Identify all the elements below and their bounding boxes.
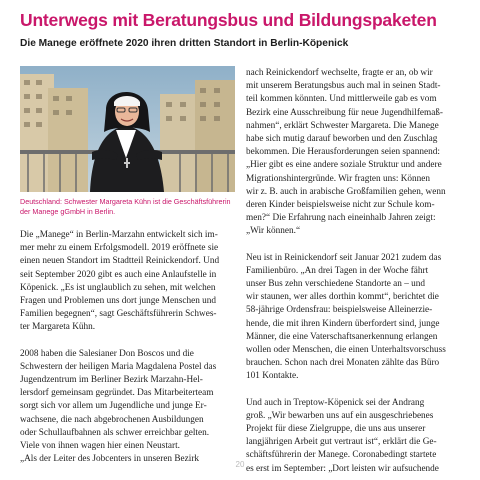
text-line: „Als der Leiter des Jobcenters in unseren Bezirk — [20, 454, 200, 465]
photo-caption: Deutschland: Schwester Margareta Kühn ist die Geschäftsführerin der Manege gGmbH in Berlin. — [20, 197, 231, 216]
text-line: wollen oder Menschen, die einen Unterhaltsvorschuss — [246, 344, 446, 355]
text-line: Bezirk eine Ausschreibung für neue Jugendhilfemaß- — [246, 107, 444, 118]
text-line: groß. „Wir bewarben uns auf ein ausgeschriebenes — [246, 410, 434, 421]
text-line: Die „Manege“ in Berlin-Marzahn entwickelt sich im- — [20, 230, 218, 240]
text-line: Viele von ihnen wagen hier einen Neustart. — [20, 441, 180, 451]
text-line: Köpenick. „Es ist unglaublich zu sehen, mit welchen — [20, 282, 216, 293]
text-line: Migrationshintergründe. Wir fragten uns: Können — [246, 173, 430, 184]
text-line: nahmen“, erklärt Schwester Margareta. Die Manege — [246, 120, 439, 131]
text-line: nach Reinickendorf wechselte, fragte er an, ob wir — [246, 68, 433, 78]
text-line: mit unserem Beratungsbus auch mal in seinen Stadt- — [246, 81, 441, 92]
text-line: „Wir können.“ — [246, 226, 301, 237]
article-headline: Unterwegs mit Beratungsbus und Bildungspaketen — [20, 10, 437, 30]
text-line: Und auch in Treptow-Köpenick sei der Andrang — [246, 397, 425, 408]
text-line: mer mehr zu einem Erfolgsmodell. 2019 eröffnete sie — [20, 243, 219, 254]
text-line: schäftsführerin der Manege. Coronabedingt startete — [246, 450, 437, 461]
nun-portrait-photo — [20, 66, 235, 192]
text-line: seit September 2020 gibt es auch eine Anlaufstelle in — [20, 269, 217, 280]
text-line: es erst im September: „Dort leisten wir aufsuchende — [246, 463, 439, 474]
paragraph — [20, 348, 240, 467]
text-line: Jugendzentrum im Berliner Bezirk Marzahn-Hel- — [20, 375, 203, 386]
paragraph — [20, 229, 240, 335]
paragraph — [246, 252, 466, 384]
text-line: deren Kinder beispielsweise nicht zur Schule kom- — [246, 199, 435, 210]
text-line: hende, die mit ihren Kindern überfordert sind, junge — [246, 318, 440, 329]
article-subline: Die Manege eröffnete 2020 ihren dritten Standort in Berlin-Köpenick — [20, 38, 349, 49]
paragraph — [246, 67, 466, 238]
text-line: oder Schullaufbahnen als schwer erreichbar gelten. — [20, 427, 210, 438]
text-line: Projekt für diese Zielgruppe, die uns aus unserer — [246, 424, 426, 435]
text-line: Familien begegnen“, sagt Geschäftsführerin Schwes- — [20, 309, 217, 320]
text-line: bekommen. Die Herausforderungen seien spannend: — [246, 147, 440, 158]
text-line: brauchen. Schon nach drei Monaten zählte das Büro — [246, 358, 440, 369]
text-line: wir z. B. auch in arabische Großfamilien gehen, wenn — [246, 186, 446, 197]
text-line: einen neuen Standort im Stadtteil Reinickendorf. Und — [20, 256, 220, 267]
text-line: Fragen und Problemen uns dort junge Menschen und — [20, 295, 217, 306]
text-line: 101 Kontakte. — [246, 371, 299, 382]
text-line: Neu ist in Reinickendorf seit Januar 2021 zudem das — [246, 252, 442, 263]
text-line: ter Margareta Kühn. — [20, 322, 96, 333]
text-line: Männer, die eine Vaterschaftsanerkennung erlangen — [246, 331, 438, 342]
text-line: langjährigen Arbeit gut vertraut ist“, erklärt die Ge- — [246, 437, 437, 448]
text-line: unser Bus zehn verschiedene Standorte an – und — [246, 279, 426, 289]
text-line: Schwestern der heiligen Maria Magdalena Postel das — [20, 361, 217, 372]
text-line: 2008 haben die Salesianer Don Boscos und die — [20, 348, 194, 359]
page-number: 20 — [235, 460, 245, 469]
paragraph — [246, 397, 466, 476]
text-line: lersdorf gemeinsam gegründet. Das Mitarbeiterteam — [20, 388, 214, 399]
text-line: „Hier gibt es eine andere soziale Struktur und andere — [246, 160, 442, 171]
article-column-left — [20, 229, 240, 466]
text-line: habe sich mutig darauf beworben und den Zuschlag — [246, 133, 438, 144]
text-line: Familienbüro. „An drei Tagen in der Woche fährt — [246, 265, 429, 276]
text-line: wir staunen, wer alles dorthin kommt“, berichtet die — [246, 292, 439, 303]
text-line: 58-jährige Ordensfrau: beispielsweise Alleinerzie- — [246, 305, 433, 316]
text-line: sorgt sich vor allem um Jugendliche und junge Er- — [20, 401, 207, 412]
text-line: men?“ Die Erfahrung nach eineinhalb Jahren zeigt: — [246, 213, 436, 224]
text-line: wachsene, die nach abgebrochenen Ausbildungen — [20, 414, 204, 425]
text-line: teil kommen könnten. Und mittlerweile gab es vom — [246, 94, 437, 105]
article-column-right — [246, 67, 466, 476]
